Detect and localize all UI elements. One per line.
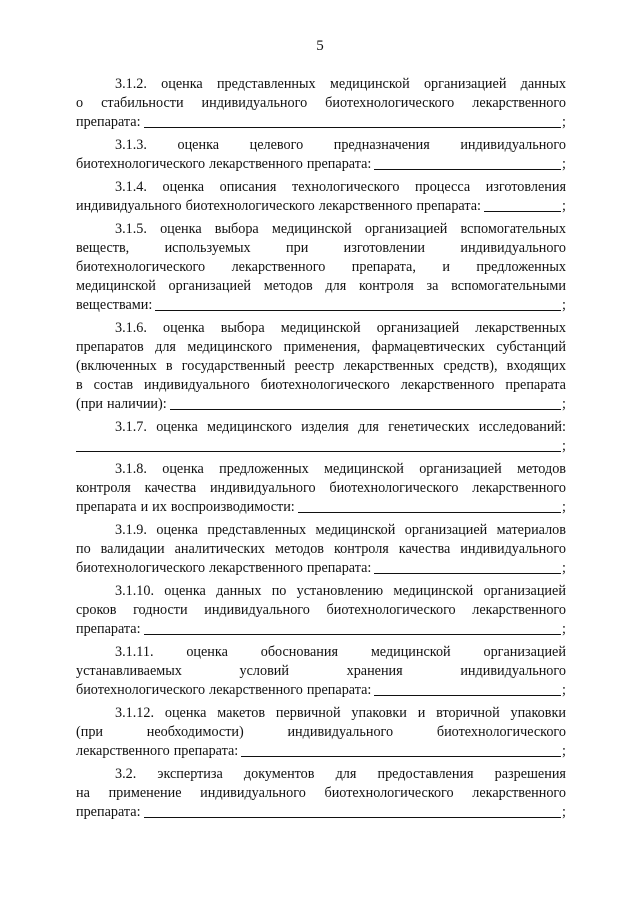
word: их xyxy=(152,499,167,515)
word: выбора xyxy=(220,320,265,336)
word: упаковки xyxy=(351,705,407,721)
word: технологического xyxy=(292,179,400,195)
word: изготовления xyxy=(485,179,566,195)
word: лекарственных xyxy=(475,320,566,336)
text-line xyxy=(76,643,566,662)
word: оценка xyxy=(164,583,206,599)
word: представленных xyxy=(216,76,316,92)
line-end-semicolon: ; xyxy=(562,499,566,515)
text-line xyxy=(76,601,566,620)
word: применение xyxy=(108,785,182,801)
word: 3.1.8. xyxy=(115,461,147,477)
word: применения, xyxy=(283,339,361,355)
text-line xyxy=(76,498,566,517)
text-line xyxy=(76,662,566,681)
word: (при xyxy=(76,396,104,412)
word: препарата xyxy=(76,499,137,515)
word: оценка xyxy=(156,522,198,538)
word: биотехнологического xyxy=(436,724,566,740)
word: биотехнологического xyxy=(76,259,206,275)
word: и xyxy=(417,705,426,721)
expertise-item xyxy=(76,178,566,216)
word: лекарственного xyxy=(472,602,566,618)
word: (включенных xyxy=(76,358,157,374)
word: и xyxy=(442,259,450,275)
word: медицинской xyxy=(271,221,352,237)
text-line xyxy=(76,220,566,239)
text-line xyxy=(76,376,566,395)
word: препарата: xyxy=(76,804,141,820)
word: лекарственного xyxy=(76,743,170,759)
text-line xyxy=(76,75,566,94)
word: оценка xyxy=(156,419,198,435)
fill-in-blank xyxy=(374,559,561,574)
word: оценка xyxy=(162,179,205,195)
word: лекарственного xyxy=(472,480,566,496)
text-line xyxy=(76,239,566,258)
word: индивидуального xyxy=(204,602,310,618)
word: входящих xyxy=(506,358,566,374)
word: препарата, xyxy=(351,259,416,275)
word: описания xyxy=(219,179,277,195)
word: медицинского xyxy=(187,339,273,355)
word: вспомогательными xyxy=(451,278,566,294)
word: 3.1.6. xyxy=(115,320,147,336)
word: для xyxy=(155,339,176,355)
expertise-item xyxy=(76,582,566,639)
text-line xyxy=(76,418,566,437)
word: валидации xyxy=(100,541,165,557)
word: устанавливаемых xyxy=(76,663,182,679)
text-line xyxy=(76,742,566,761)
word: 3.1.4. xyxy=(115,179,147,195)
word: индивидуального xyxy=(460,663,566,679)
word: препарата: xyxy=(306,682,372,698)
expertise-item xyxy=(76,75,566,132)
expertise-item xyxy=(76,319,566,414)
word: воспроизводимости: xyxy=(170,499,295,515)
word: лекарственного xyxy=(400,377,495,393)
word: процесса xyxy=(415,179,471,195)
word: лекарственного xyxy=(318,198,413,214)
word: представленных xyxy=(207,522,307,538)
word: макетов xyxy=(217,705,266,721)
line-end-semicolon: ; xyxy=(562,198,566,214)
word: оценка xyxy=(177,137,220,153)
word: организацией xyxy=(483,583,566,599)
fill-in-blank xyxy=(170,395,561,410)
word: первичной xyxy=(275,705,341,721)
word: необходимости) xyxy=(146,724,244,740)
word: биотехнологического xyxy=(76,156,206,172)
word: лекарственного xyxy=(231,259,326,275)
text-line xyxy=(76,258,566,277)
word: для xyxy=(335,766,357,782)
word: медицинской xyxy=(393,583,474,599)
word: 3.1.3. xyxy=(115,137,147,153)
word: о xyxy=(76,95,84,111)
word: организацией xyxy=(419,461,502,477)
word: методов xyxy=(263,278,313,294)
word: разрешения xyxy=(494,766,566,782)
word: при xyxy=(286,240,309,256)
fill-in-blank xyxy=(155,296,561,311)
word: для xyxy=(325,278,347,294)
line-end-semicolon: ; xyxy=(562,438,566,454)
text-line xyxy=(76,540,566,559)
word: контроля xyxy=(358,278,414,294)
line-end-semicolon: ; xyxy=(562,297,566,313)
word: для xyxy=(358,419,379,435)
fill-in-blank xyxy=(374,681,561,696)
word: организацией xyxy=(483,644,566,660)
word: аналитических xyxy=(174,541,266,557)
word: вспомогательных xyxy=(460,221,566,237)
word: 3.1.12. xyxy=(115,705,155,721)
word: 3.1.11. xyxy=(115,644,154,660)
word: индивидуального xyxy=(460,137,566,153)
word: документов xyxy=(243,766,315,782)
word: организацией xyxy=(423,76,507,92)
word: государственный xyxy=(181,358,286,374)
word: биотехнологического xyxy=(76,560,206,576)
fill-in-blank xyxy=(144,113,562,128)
word: методов xyxy=(517,461,566,477)
word: препарата xyxy=(505,377,566,393)
text-line xyxy=(76,765,566,784)
word: (при xyxy=(76,724,104,740)
word: организацией xyxy=(404,522,488,538)
word: данных xyxy=(520,76,566,92)
word: изделия xyxy=(301,419,349,435)
text-line xyxy=(76,437,566,456)
word: 3.1.9. xyxy=(115,522,147,538)
word: в xyxy=(165,358,173,374)
word: биотехнологического xyxy=(76,682,206,698)
word: стабильности xyxy=(101,95,184,111)
line-end-semicolon: ; xyxy=(562,396,566,412)
word: 3.1.10. xyxy=(115,583,155,599)
word: 3.1.5. xyxy=(115,221,147,237)
expertise-item xyxy=(76,418,566,456)
word: обоснования xyxy=(260,644,338,660)
word: лекарственного xyxy=(209,156,303,172)
word: препарата: xyxy=(173,743,239,759)
fill-in-blank xyxy=(484,197,561,212)
word: годности xyxy=(133,602,188,618)
line-end-semicolon: ; xyxy=(562,114,566,130)
word: реестр xyxy=(294,358,335,374)
text-line xyxy=(76,136,566,155)
word: препаратов xyxy=(76,339,144,355)
word: качества xyxy=(398,541,451,557)
word: качества xyxy=(144,480,197,496)
word: медицинской xyxy=(370,644,451,660)
word: препарата: xyxy=(76,621,141,637)
word: оценка xyxy=(161,76,203,92)
word: веществ, xyxy=(76,240,130,256)
word: изготовлении xyxy=(343,240,425,256)
fill-in-blank xyxy=(76,437,561,452)
text-line xyxy=(76,357,566,376)
word: генетических xyxy=(388,419,470,435)
fill-in-blank xyxy=(144,620,562,635)
expertise-item xyxy=(76,765,566,822)
text-line xyxy=(76,296,566,315)
expertise-items-list xyxy=(76,75,566,826)
word: индивидуального xyxy=(201,95,308,111)
line-end-semicolon: ; xyxy=(562,743,566,759)
text-line xyxy=(76,277,566,296)
line-end-semicolon: ; xyxy=(562,804,566,820)
word: 3.2. xyxy=(115,766,137,782)
word: медицинской xyxy=(76,278,156,294)
word: индивидуального xyxy=(200,785,306,801)
text-line xyxy=(76,521,566,540)
text-line xyxy=(76,94,566,113)
word: биотехнологического xyxy=(260,377,390,393)
word: и xyxy=(140,499,149,515)
expertise-item xyxy=(76,460,566,517)
word: лекарственного xyxy=(209,682,303,698)
text-line xyxy=(76,113,566,132)
word: экспертиза xyxy=(157,766,223,782)
page-number: 5 xyxy=(316,38,324,54)
word: индивидуального xyxy=(209,480,316,496)
word: оценка xyxy=(164,705,207,721)
word: на xyxy=(76,785,90,801)
word: установлению xyxy=(296,583,384,599)
word: предложенных xyxy=(219,461,309,477)
word: индивидуального xyxy=(144,377,250,393)
fill-in-blank xyxy=(374,155,561,170)
word: материалов xyxy=(496,522,566,538)
word: индивидуального xyxy=(76,198,182,214)
word: средств), xyxy=(443,358,498,374)
word: предназначения xyxy=(333,137,430,153)
word: биотехнологического xyxy=(329,480,459,496)
word: методов xyxy=(275,541,324,557)
word: контроля xyxy=(76,480,131,496)
word: биотехнологического xyxy=(324,785,454,801)
word: лекарственного xyxy=(472,95,566,111)
word: биотехнологического xyxy=(325,95,455,111)
word: по xyxy=(76,541,91,557)
text-line xyxy=(76,723,566,742)
line-end-semicolon: ; xyxy=(562,156,566,172)
word: целевого xyxy=(249,137,304,153)
word: медицинской xyxy=(280,320,361,336)
word: биотехнологического xyxy=(326,602,456,618)
text-line xyxy=(76,178,566,197)
word: биотехнологического xyxy=(185,198,315,214)
word: медицинского xyxy=(207,419,292,435)
expertise-item xyxy=(76,521,566,578)
word: организацией xyxy=(364,221,448,237)
word: фармацевтических xyxy=(371,339,485,355)
text-line xyxy=(76,338,566,357)
word: сроков xyxy=(76,602,117,618)
word: лекарственных xyxy=(343,358,435,374)
expertise-item xyxy=(76,704,566,761)
word: упаковки xyxy=(510,705,566,721)
word: медицинской xyxy=(329,76,410,92)
text-line xyxy=(76,155,566,174)
word: выбора xyxy=(214,221,259,237)
text-line xyxy=(76,460,566,479)
fill-in-blank xyxy=(298,498,561,513)
word: предоставления xyxy=(377,766,474,782)
word: 3.1.2. xyxy=(115,76,147,92)
expertise-item xyxy=(76,220,566,315)
word: оценка xyxy=(186,644,228,660)
text-line xyxy=(76,803,566,822)
word: препарата: xyxy=(416,198,481,214)
fill-in-blank xyxy=(144,803,562,818)
word: лекарственного xyxy=(472,785,566,801)
text-line xyxy=(76,319,566,338)
word: предложенных xyxy=(476,259,566,275)
fill-in-blank xyxy=(241,742,561,757)
word: исследований: xyxy=(478,419,566,435)
word: вторичной xyxy=(436,705,500,721)
word: данных xyxy=(216,583,262,599)
word: оценка xyxy=(163,320,205,336)
word: хранения xyxy=(346,663,403,679)
word: оценка xyxy=(162,461,204,477)
word: 3.1.7. xyxy=(115,419,147,435)
expertise-item xyxy=(76,136,566,174)
text-line xyxy=(76,395,566,414)
word: индивидуального xyxy=(287,724,394,740)
word: индивидуального xyxy=(460,240,566,256)
line-end-semicolon: ; xyxy=(562,560,566,576)
word: препарата: xyxy=(306,156,372,172)
word: индивидуального xyxy=(460,541,566,557)
text-line xyxy=(76,704,566,723)
word: субстанций xyxy=(496,339,566,355)
expertise-item xyxy=(76,643,566,700)
word: по xyxy=(271,583,287,599)
word: лекарственного xyxy=(209,560,303,576)
word: в xyxy=(76,377,83,393)
text-line xyxy=(76,479,566,498)
text-line xyxy=(76,784,566,803)
line-end-semicolon: ; xyxy=(562,682,566,698)
word: используемых xyxy=(164,240,251,256)
text-line xyxy=(76,582,566,601)
word: организацией xyxy=(168,278,252,294)
text-line xyxy=(76,620,566,639)
text-line xyxy=(76,681,566,700)
word: препарата: xyxy=(306,560,372,576)
word: организацией xyxy=(376,320,460,336)
line-end-semicolon: ; xyxy=(562,621,566,637)
word: веществами: xyxy=(76,297,153,313)
text-line xyxy=(76,197,566,216)
word: медицинской xyxy=(324,461,404,477)
word: контроля xyxy=(333,541,389,557)
word: за xyxy=(426,278,439,294)
word: наличии): xyxy=(107,396,167,412)
word: оценка xyxy=(160,221,202,237)
word: условий xyxy=(239,663,289,679)
text-line xyxy=(76,559,566,578)
word: состав xyxy=(93,377,134,393)
word: препарата: xyxy=(76,114,141,130)
word: медицинской xyxy=(315,522,396,538)
